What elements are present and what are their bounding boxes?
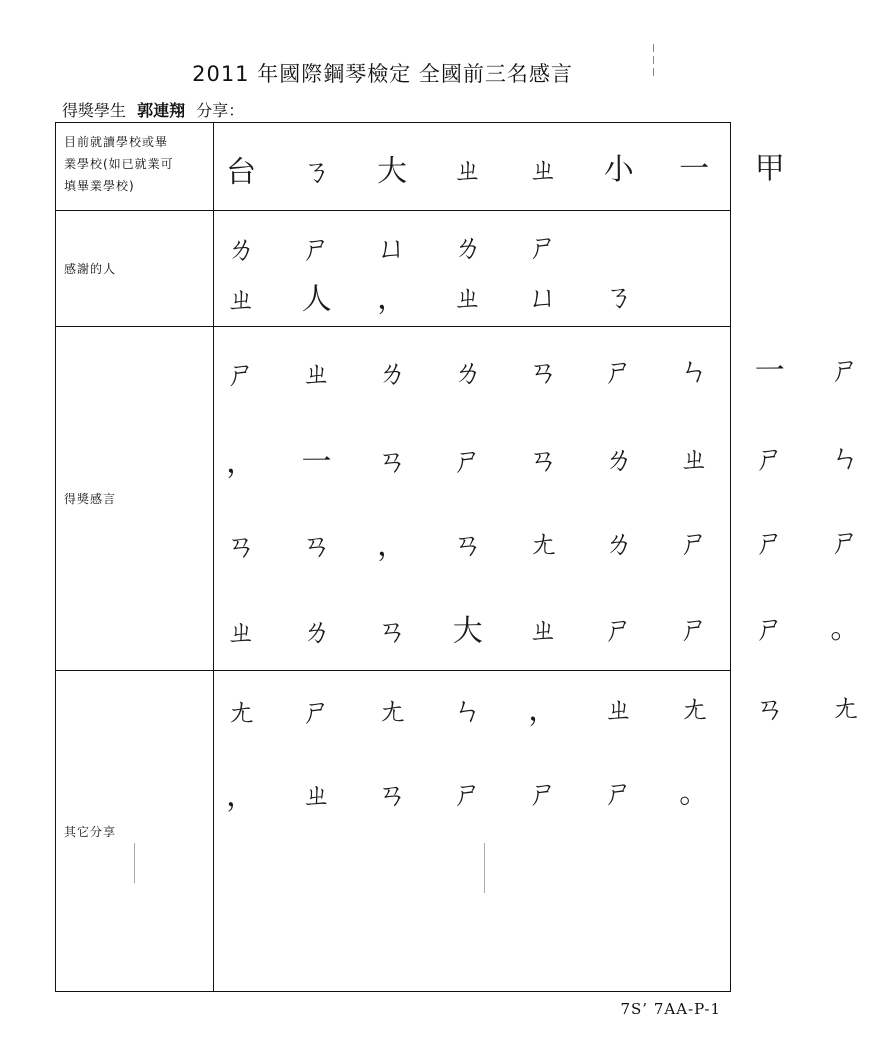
student-line <box>62 98 244 121</box>
answer-school <box>214 123 803 210</box>
handwriting-line: ㄢ ㄢ ， ㄢ ㄤ ㄌ ㄕ ㄕ ㄕ <box>225 524 878 565</box>
handwriting-line: ㄤ ㄕ ㄤ ㄣ ， ㄓ ㄤ ㄢ ㄤ <box>225 690 878 731</box>
answer-speech <box>214 327 878 670</box>
form-table <box>55 122 878 992</box>
document-code: 7S’ 7AA-P-1 <box>620 1000 721 1018</box>
handwriting-line: ㄕ ㄓ ㄌ ㄌ ㄢ ㄕ ㄣ 一 ㄕ <box>225 352 878 393</box>
label-thanks: 感謝的人 <box>56 211 214 326</box>
row-school <box>56 123 803 211</box>
student-name: 郭連翔 <box>137 101 186 120</box>
handwriting-line: ㄓ 人 ， ㄓ ㄩ ㄋ <box>225 279 652 318</box>
handwriting-line: 台 ㄋ 大 ㄓ ㄓ 小 一 甲 <box>225 150 803 191</box>
answer-other <box>214 671 878 991</box>
row-thanks <box>56 211 730 327</box>
handwriting-line: ㄓ ㄌ ㄢ 大 ㄓ ㄕ ㄕ ㄕ 。 <box>225 610 878 651</box>
handwriting-line: ， ㄓ ㄢ ㄕ ㄕ ㄕ 。 <box>225 775 728 814</box>
margin-tick-marks <box>649 40 657 100</box>
label-speech: 得獎感言 <box>56 327 214 670</box>
row-speech <box>56 327 878 671</box>
page-title: 2011 年國際鋼琴檢定 全國前三名感言 <box>192 62 573 86</box>
ink-mark <box>484 843 485 893</box>
row-other <box>56 671 878 991</box>
label-other: 其它分享 <box>56 671 214 991</box>
student-prefix: 得獎學生 <box>62 101 127 120</box>
handwriting-line: ㄌ ㄕ ㄩ ㄌ ㄕ <box>225 229 577 268</box>
label-school: 目前就讀學校或畢 業學校(如已就業可 填畢業學校) <box>56 123 214 210</box>
ink-mark <box>134 843 135 883</box>
answer-thanks <box>214 211 730 326</box>
student-share-label: 分享： <box>196 101 245 120</box>
handwriting-line: ， 一 ㄢ ㄕ ㄢ ㄌ ㄓ ㄕ ㄣ <box>225 440 878 481</box>
